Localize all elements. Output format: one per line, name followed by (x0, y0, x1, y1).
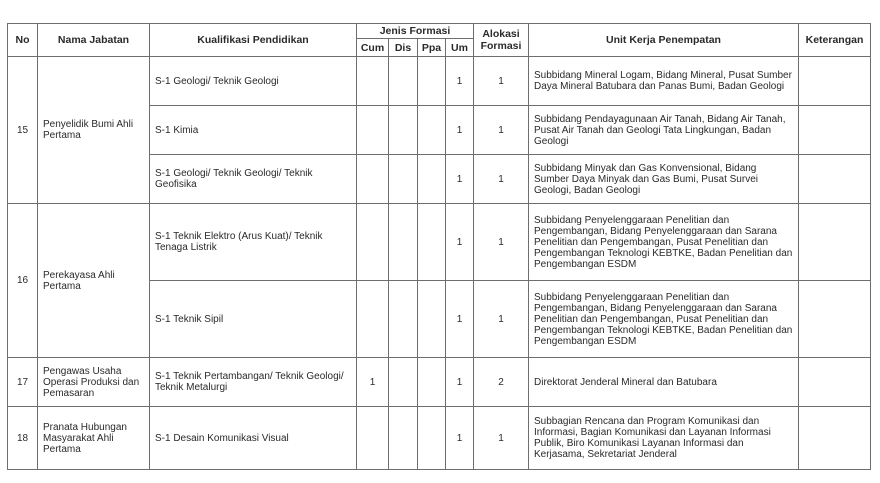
dis-cell (389, 155, 418, 204)
kualifikasi-cell: S-1 Teknik Pertambangan/ Teknik Geologi/ Teknik Metalurgi (150, 358, 357, 407)
header-cum: Cum (357, 39, 389, 57)
kualifikasi-cell: S-1 Teknik Elektro (Arus Kuat)/ Teknik Tenaga Listrik (150, 204, 357, 281)
table-body (8, 57, 871, 470)
um-cell: 1 (446, 155, 474, 204)
um-cell: 1 (446, 407, 474, 470)
alokasi-cell: 1 (474, 155, 529, 204)
kualifikasi-cell: S-1 Desain Komunikasi Visual (150, 407, 357, 470)
unit-kerja-cell: Subbidang Minyak dan Gas Konvensional, Bidang Sumber Daya Minyak dan Gas Bumi, Pusat Survei Geologi, Badan Geologi (529, 155, 799, 204)
keterangan-cell (799, 106, 871, 155)
ppa-cell (418, 358, 446, 407)
cum-cell (357, 407, 389, 470)
alokasi-cell: 1 (474, 407, 529, 470)
keterangan-cell (799, 155, 871, 204)
nama-jabatan-cell: Pengawas Usaha Operasi Produksi dan Pemasaran (38, 358, 150, 407)
keterangan-cell (799, 57, 871, 106)
row-number: 16 (8, 204, 38, 358)
um-cell: 1 (446, 106, 474, 155)
ppa-cell (418, 106, 446, 155)
header-alokasi-formasi: Alokasi Formasi (474, 24, 529, 57)
um-cell: 1 (446, 281, 474, 358)
nama-jabatan-cell: Pranata Hubungan Masyarakat Ahli Pertama (38, 407, 150, 470)
ppa-cell (418, 204, 446, 281)
formasi-table-container (7, 23, 871, 470)
ppa-cell (418, 57, 446, 106)
alokasi-cell: 1 (474, 106, 529, 155)
cum-cell (357, 204, 389, 281)
row-number: 17 (8, 358, 38, 407)
formasi-table (7, 23, 871, 470)
um-cell: 1 (446, 204, 474, 281)
kualifikasi-cell: S-1 Teknik Sipil (150, 281, 357, 358)
keterangan-cell (799, 281, 871, 358)
keterangan-cell (799, 407, 871, 470)
nama-jabatan-cell: Penyelidik Bumi Ahli Pertama (38, 57, 150, 204)
cum-cell: 1 (357, 358, 389, 407)
ppa-cell (418, 155, 446, 204)
alokasi-cell: 1 (474, 281, 529, 358)
dis-cell (389, 358, 418, 407)
header-unit-kerja: Unit Kerja Penempatan (529, 24, 799, 57)
table-header (8, 24, 871, 57)
dis-cell (389, 281, 418, 358)
table-row (8, 358, 871, 407)
nama-jabatan-cell: Perekayasa Ahli Pertama (38, 204, 150, 358)
cum-cell (357, 281, 389, 358)
cum-cell (357, 57, 389, 106)
table-row (8, 57, 871, 106)
header-nama-jabatan: Nama Jabatan (38, 24, 150, 57)
header-keterangan: Keterangan (799, 24, 871, 57)
header-kualifikasi: Kualifikasi Pendidikan (150, 24, 357, 57)
header-ppa: Ppa (418, 39, 446, 57)
header-dis: Dis (389, 39, 418, 57)
unit-kerja-cell: Subbidang Mineral Logam, Bidang Mineral, Pusat Sumber Daya Mineral Batubara dan Panas Bumi, Badan Geologi (529, 57, 799, 106)
cum-cell (357, 155, 389, 204)
dis-cell (389, 106, 418, 155)
um-cell: 1 (446, 358, 474, 407)
header-um: Um (446, 39, 474, 57)
ppa-cell (418, 281, 446, 358)
dis-cell (389, 204, 418, 281)
alokasi-cell: 1 (474, 57, 529, 106)
unit-kerja-cell: Subbidang Penyelenggaraan Penelitian dan Pengembangan, Bidang Penyelenggaraan dan Sarana Penelitian dan Pengembangan, Pusat Penelitian dan Pengembangan Teknologi KEBTKE, Badan Penelitian dan Pengembangan ESDM (529, 281, 799, 358)
unit-kerja-cell: Subbidang Penyelenggaraan Penelitian dan Pengembangan, Bidang Penyelenggaraan dan Sarana Penelitian dan Pengembangan, Pusat Penelitian dan Pengembangan Teknologi KEBTKE, Badan Penelitian dan Pengembangan ESDM (529, 204, 799, 281)
unit-kerja-cell: Subbidang Pendayagunaan Air Tanah, Bidang Air Tanah, Pusat Air Tanah dan Geologi Tata Lingkungan, Badan Geologi (529, 106, 799, 155)
alokasi-cell: 2 (474, 358, 529, 407)
table-row (8, 407, 871, 470)
row-number: 18 (8, 407, 38, 470)
cum-cell (357, 106, 389, 155)
row-number: 15 (8, 57, 38, 204)
unit-kerja-cell: Direktorat Jenderal Mineral dan Batubara (529, 358, 799, 407)
dis-cell (389, 407, 418, 470)
alokasi-cell: 1 (474, 204, 529, 281)
unit-kerja-cell: Subbagian Rencana dan Program Komunikasi dan Informasi, Bagian Komunikasi dan Layanan Informasi Publik, Biro Komunikasi Layanan Informasi dan Kerjasama, Sekretariat Jenderal (529, 407, 799, 470)
um-cell: 1 (446, 57, 474, 106)
keterangan-cell (799, 358, 871, 407)
header-no: No (8, 24, 38, 57)
dis-cell (389, 57, 418, 106)
header-jenis-formasi: Jenis Formasi (357, 24, 474, 39)
keterangan-cell (799, 204, 871, 281)
kualifikasi-cell: S-1 Geologi/ Teknik Geologi/ Teknik Geofisika (150, 155, 357, 204)
ppa-cell (418, 407, 446, 470)
table-row (8, 204, 871, 281)
kualifikasi-cell: S-1 Geologi/ Teknik Geologi (150, 57, 357, 106)
kualifikasi-cell: S-1 Kimia (150, 106, 357, 155)
